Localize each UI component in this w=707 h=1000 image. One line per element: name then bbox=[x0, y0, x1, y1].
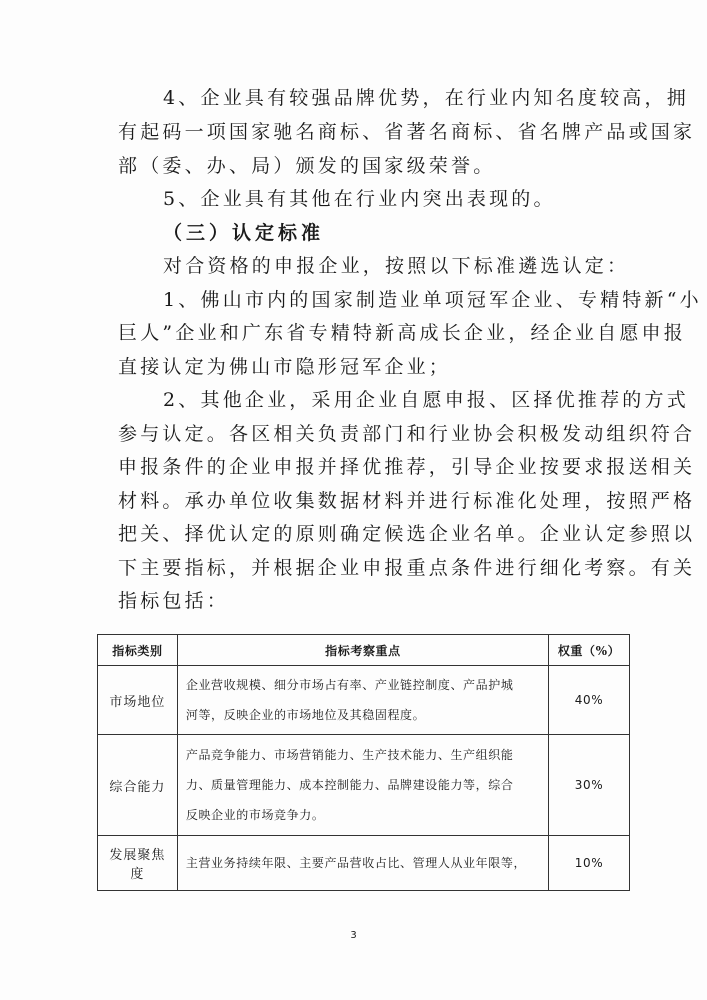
table-header-row bbox=[98, 635, 630, 666]
paragraph-line: 4、企业具有较强品牌优势，在行业内知名度较高，拥 bbox=[163, 87, 689, 109]
focus-line: 反映企业的市场竞争力。 bbox=[185, 808, 325, 822]
table-row bbox=[98, 666, 630, 735]
row-weight: 10% bbox=[549, 836, 630, 891]
page-number: 3 bbox=[350, 930, 357, 941]
header-weight: 权重（%） bbox=[549, 635, 630, 666]
row-focus bbox=[177, 836, 548, 891]
row-category: 市场地位 bbox=[98, 666, 178, 735]
paragraph-line: 有起码一项国家驰名商标、省著名商标、省名牌产品或国家 bbox=[118, 121, 696, 143]
focus-line: 企业营收规模、细分市场占有率、产业链控制度、产品护城 bbox=[185, 678, 514, 692]
paragraph-line: 指标包括： bbox=[118, 590, 230, 612]
paragraph-line: 部（委、办、局）颁发的国家级荣誉。 bbox=[118, 155, 496, 177]
table-row bbox=[98, 836, 630, 891]
row-focus bbox=[177, 666, 548, 735]
header-category: 指标类别 bbox=[98, 635, 178, 666]
paragraph-line: 下主要指标，并根据企业申报重点条件进行细化考察。有关 bbox=[118, 557, 696, 579]
focus-line: 力、质量管理能力、成本控制能力、品牌建设能力等，综合 bbox=[185, 778, 514, 792]
focus-line: 主营业务持续年限、主要产品营收占比、管理人从业年限等， bbox=[185, 856, 527, 870]
header-focus: 指标考察重点 bbox=[177, 635, 548, 666]
row-category: 发展聚焦度 bbox=[98, 836, 178, 891]
paragraph-line: 巨人”企业和广东省专精特新高成长企业，经企业自愿申报 bbox=[118, 322, 686, 344]
table-row bbox=[98, 735, 630, 836]
paragraph-line: 对合资格的申报企业，按照以下标准遴选认定： bbox=[163, 255, 630, 277]
paragraph-line: 申报条件的企业申报并择优推荐，引导企业按要求报送相关 bbox=[118, 456, 696, 478]
focus-line: 产品竞争能力、市场营销能力、生产技术能力、生产组织能 bbox=[185, 748, 514, 762]
paragraph-line: 1、佛山市内的国家制造业单项冠军企业、专精特新“小 bbox=[163, 289, 702, 311]
row-focus bbox=[177, 735, 548, 836]
paragraph-line: 5、企业具有其他在行业内突出表现的。 bbox=[163, 188, 556, 210]
paragraph-line: 直接认定为佛山市隐形冠军企业； bbox=[118, 356, 452, 378]
focus-line: 河等，反映企业的市场地位及其稳固程度。 bbox=[185, 708, 426, 722]
row-weight: 40% bbox=[549, 666, 630, 735]
indicator-table bbox=[97, 634, 630, 891]
section-heading: （三）认定标准 bbox=[163, 222, 325, 244]
row-category: 综合能力 bbox=[98, 735, 178, 836]
row-weight: 30% bbox=[549, 735, 630, 836]
paragraph-line: 材料。承办单位收集数据材料并进行标准化处理，按照严格 bbox=[118, 490, 696, 512]
paragraph-line: 把关、择优认定的原则确定候选企业名单。企业认定参照以 bbox=[118, 523, 696, 545]
paragraph-line: 参与认定。各区相关负责部门和行业协会积极发动组织符合 bbox=[118, 423, 696, 445]
paragraph-line: 2、其他企业，采用企业自愿申报、区择优推荐的方式 bbox=[163, 389, 689, 411]
